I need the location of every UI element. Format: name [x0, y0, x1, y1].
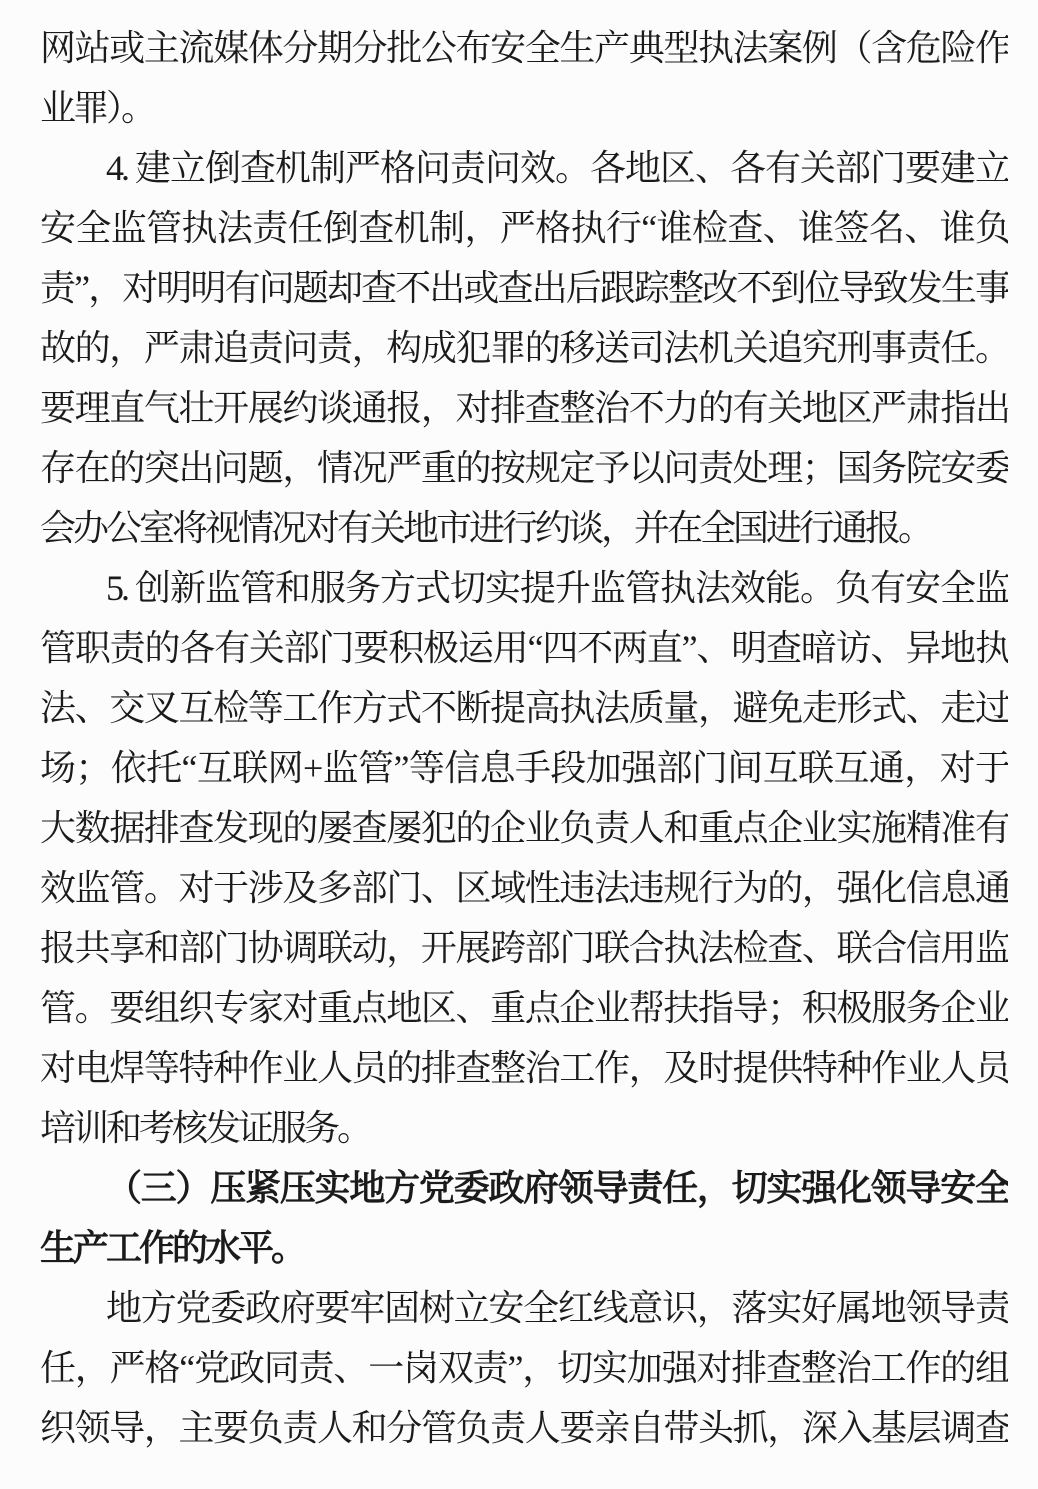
paragraph-line: 法、交叉互检等工作方式不断提高执法质量，避免走形式、走过 [40, 688, 1008, 728]
paragraph-line: 大数据排查发现的屡查屡犯的企业负责人和重点企业实施精准有 [40, 808, 1008, 848]
paragraph-line: 任，严格“党政同责、一岗双责”，切实加强对排查整治工作的组 [40, 1348, 1008, 1388]
paragraph-line: 地方党委政府要牢固树立安全红线意识，落实好属地领导责 [106, 1288, 1008, 1328]
paragraph-line: 报共享和部门协调联动，开展跨部门联合执法检查、联合信用监 [40, 928, 1008, 968]
paragraph-line: 存在的突出问题，情况严重的按规定予以问责处理；国务院安委 [40, 448, 1008, 488]
paragraph-line: 安全监管执法责任倒查机制，严格执行“谁检查、谁签名、谁负 [40, 208, 1008, 248]
paragraph-line: 效监管。对于涉及多部门、区域性违法违规行为的，强化信息通 [40, 868, 1008, 908]
paragraph-line: 业罪）。 [40, 88, 155, 128]
paragraph-line: 对电焊等特种作业人员的排查整治工作，及时提供特种作业人员 [40, 1048, 1008, 1088]
paragraph-line: 管职责的各有关部门要积极运用“四不两直”、明查暗访、异地执 [40, 628, 1008, 668]
paragraph-line: 网站或主流媒体分期分批公布安全生产典型执法案例（含危险作 [40, 28, 1008, 68]
paragraph-line: 5. 创新监管和服务方式切实提升监管执法效能。负有安全监 [106, 568, 1008, 608]
paragraph-line: 故的，严肃追责问责，构成犯罪的移送司法机关追究刑事责任。 [40, 328, 1008, 368]
paragraph-line: 要理直气壮开展约谈通报，对排查整治不力的有关地区严肃指出 [40, 388, 1008, 428]
section-heading-line: （三）压紧压实地方党委政府领导责任，切实强化领导安全 [106, 1168, 1008, 1208]
paragraph-line: 责”，对明明有问题却查不出或查出后跟踪整改不到位导致发生事 [40, 268, 1008, 308]
paragraph-line: 培训和考核发证服务。 [40, 1108, 371, 1148]
section-heading-line: 生产工作的水平。 [40, 1228, 305, 1268]
paragraph-line: 4. 建立倒查机制严格问责问效。各地区、各有关部门要建立 [106, 148, 1008, 188]
paragraph-line: 会办公室将视情况对有关地市进行约谈，并在全国进行通报。 [40, 508, 932, 548]
paragraph-line: 场；依托“互联网+监管”等信息手段加强部门间互联互通，对于 [40, 748, 1008, 788]
paragraph-line: 织领导，主要负责人和分管负责人要亲自带头抓，深入基层调查 [40, 1408, 1008, 1448]
paragraph-line: 管。要组织专家对重点地区、重点企业帮扶指导；积极服务企业 [40, 988, 1008, 1028]
